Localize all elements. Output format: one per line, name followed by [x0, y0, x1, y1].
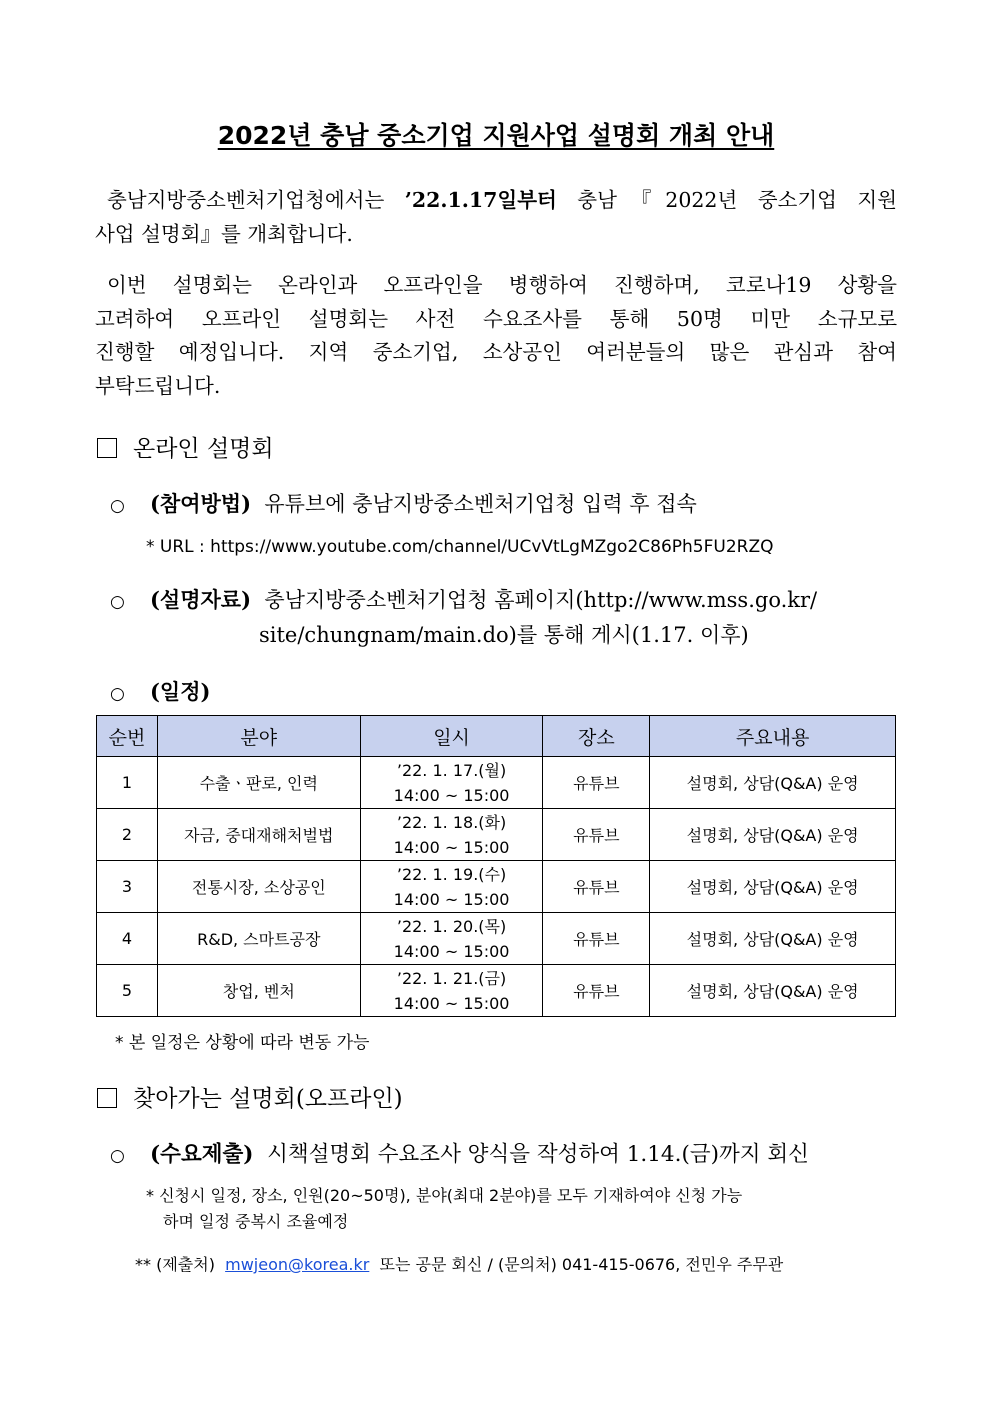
circle-bullet-icon: ○	[110, 496, 125, 516]
intro-p2-line3: 진행할 예정입니다. 지역 중소기업, 소상공인 여러분들의 많은 관심과 참여	[95, 340, 897, 364]
row-datetime	[360, 913, 543, 965]
table-header-row	[97, 716, 896, 757]
note1-line2: 하며 일정 중복시 조율예정	[163, 1212, 349, 1231]
submit-label: ** (제출처)	[135, 1255, 215, 1274]
offline-note-1	[146, 1183, 896, 1232]
row-no: 1	[97, 757, 158, 809]
row-no: 2	[97, 809, 158, 861]
row-place: 유튜브	[543, 861, 650, 913]
row-place: 유튜브	[543, 965, 650, 1017]
header-field: 분야	[157, 716, 360, 757]
row-date: ’22. 1. 17.(월)	[396, 760, 507, 780]
row-no: 3	[97, 861, 158, 913]
intro-text-3: 사업 설명회』를 개최합니다.	[95, 221, 353, 246]
online-schedule-label: ○ (일정)	[110, 679, 211, 704]
row-time: 14:00 ~ 15:00	[393, 837, 510, 857]
row-datetime	[360, 861, 543, 913]
note1-line1: * 신청시 일정, 장소, 인원(20~50명), 분야(최대 2분야)를 모두 기재하여야 신청 가능	[146, 1186, 743, 1205]
table-row	[97, 913, 896, 965]
checkbox-square-icon	[97, 438, 117, 458]
online-material	[110, 584, 817, 614]
row-time: 14:00 ~ 15:00	[393, 941, 510, 961]
offline-heading: 찾아가는 설명회(오프라인)	[97, 1080, 403, 1113]
schedule-table	[96, 715, 896, 1017]
row-field: 창업, 벤처	[157, 965, 360, 1017]
row-content: 설명회, 상담(Q&A) 운영	[650, 913, 896, 965]
header-place: 장소	[543, 716, 650, 757]
material-text: 충남지방중소벤처기업청 홈페이지(http://www.mss.go.kr/	[264, 588, 818, 612]
demand-text: 시책설명회 수요조사 양식을 작성하여 1.14.(금)까지 회신	[267, 1142, 809, 1167]
intro-p2-line2: 고려하여 오프라인 설명회는 사전 수요조사를 통해 50명 미만 소규모로	[95, 306, 897, 331]
page-title: 2022년 충남 중소기업 지원사업 설명회 개최 안내	[217, 121, 775, 150]
header-content: 주요내용	[650, 716, 896, 757]
circle-bullet-icon: ○	[110, 1146, 125, 1166]
demand-label: (수요제출)	[150, 1142, 254, 1167]
row-datetime	[360, 757, 543, 809]
row-place: 유튜브	[543, 913, 650, 965]
offline-note-2	[135, 1252, 783, 1275]
row-field: 전통시장, 소상공인	[157, 861, 360, 913]
material-text-2: site/chungnam/main.do)를 통해 게시(1.17. 이후)	[259, 623, 749, 647]
method-label: (참여방법)	[150, 491, 252, 516]
row-time: 14:00 ~ 15:00	[393, 785, 510, 805]
header-date: 일시	[360, 716, 543, 757]
row-content: 설명회, 상담(Q&A) 운영	[650, 809, 896, 861]
intro-date-bold: ’22.1.17일부터	[404, 188, 557, 212]
row-no: 5	[97, 965, 158, 1017]
intro-text-2: 충남『2022년 중소기업 지원	[556, 188, 897, 212]
row-datetime	[360, 965, 543, 1017]
intro-text: 충남지방중소벤처기업청에서는	[107, 188, 405, 212]
intro-paragraph-2	[95, 269, 897, 403]
circle-bullet-icon: ○	[110, 684, 125, 704]
intro-paragraph-1	[95, 184, 897, 251]
circle-bullet-icon: ○	[110, 592, 125, 612]
intro-p2-line4: 부탁드립니다.	[95, 373, 221, 398]
row-field: R&D, 스마트공장	[157, 913, 360, 965]
row-no: 4	[97, 913, 158, 965]
row-time: 14:00 ~ 15:00	[393, 993, 510, 1013]
contact-text: 또는 공문 회신 / (문의처) 041-415-0676, 전민우 주무관	[379, 1255, 784, 1274]
row-time: 14:00 ~ 15:00	[393, 889, 510, 909]
row-date: ’22. 1. 20.(목)	[396, 916, 507, 936]
material-label: (설명자료)	[150, 587, 252, 612]
row-date: ’22. 1. 19.(수)	[396, 864, 507, 884]
online-heading: 온라인 설명회	[97, 430, 274, 463]
row-place: 유튜브	[543, 809, 650, 861]
email-link[interactable]: mwjeon@korea.kr	[225, 1255, 370, 1274]
row-date: ’22. 1. 21.(금)	[396, 968, 507, 988]
row-content: 설명회, 상담(Q&A) 운영	[650, 965, 896, 1017]
online-method	[110, 488, 697, 518]
table-row	[97, 809, 896, 861]
offline-demand	[110, 1137, 809, 1168]
row-content: 설명회, 상담(Q&A) 운영	[650, 757, 896, 809]
row-place: 유튜브	[543, 757, 650, 809]
row-date: ’22. 1. 18.(화)	[396, 812, 507, 832]
row-content: 설명회, 상담(Q&A) 운영	[650, 861, 896, 913]
row-datetime	[360, 809, 543, 861]
url-note: * URL : https://www.youtube.com/channel/UCvVtLgMZgo2C86Ph5FU2RZQ	[146, 537, 774, 557]
table-row	[97, 861, 896, 913]
table-row	[97, 965, 896, 1017]
table-note: * 본 일정은 상황에 따라 변동 가능	[115, 1033, 370, 1053]
table-row	[97, 757, 896, 809]
checkbox-square-icon	[97, 1088, 117, 1108]
row-field: 자금, 중대재해처벌법	[157, 809, 360, 861]
header-no: 순번	[97, 716, 158, 757]
method-text: 유튜브에 충남지방중소벤처기업청 입력 후 접속	[264, 492, 697, 516]
row-field: 수출ㆍ판로, 인력	[157, 757, 360, 809]
intro-p2-line1: 이번 설명회는 온라인과 오프라인을 병행하여 진행하며, 코로나19 상황을	[107, 273, 897, 297]
